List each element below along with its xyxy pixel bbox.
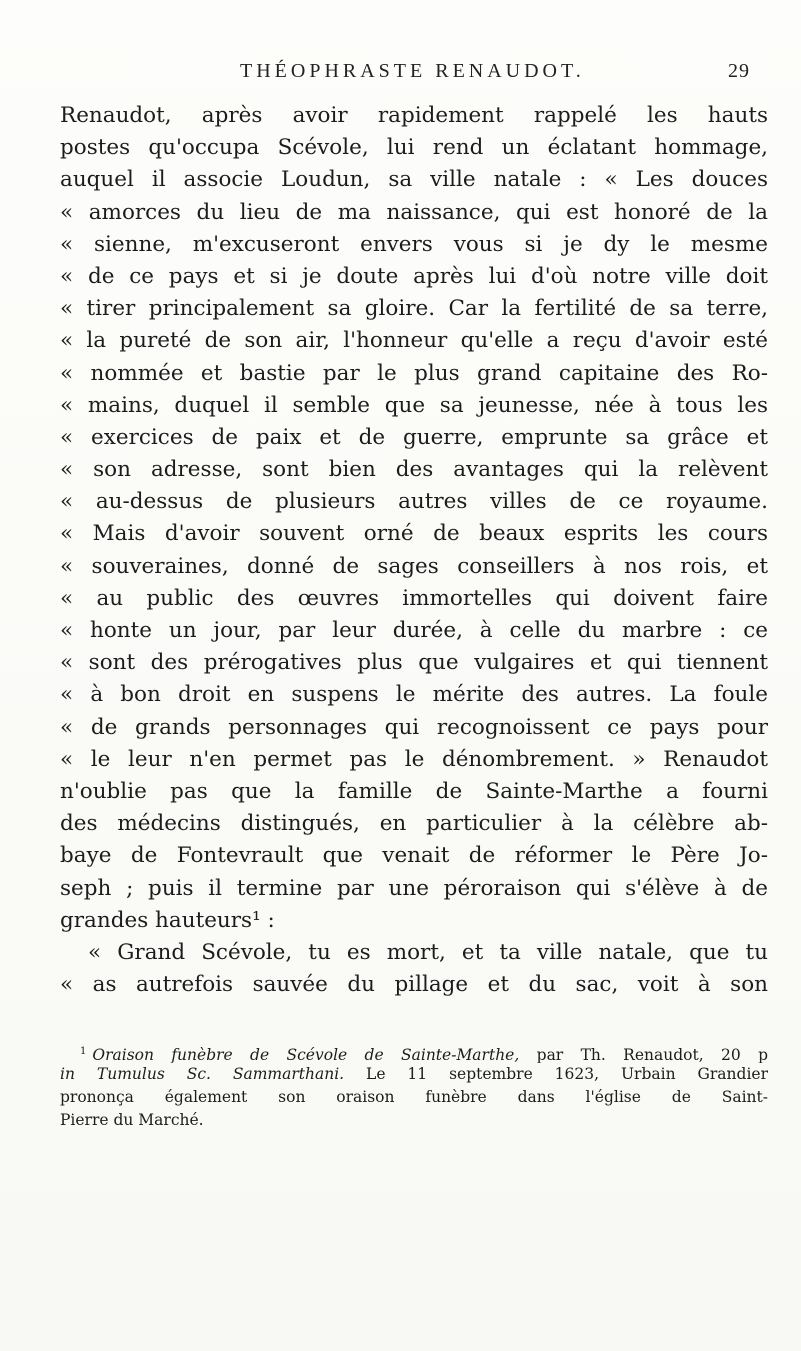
- text-line: « honte un jour, par leur durée, à celle du marbre : ce: [60, 618, 768, 643]
- text-line: « de grands personnages qui recognoissent ce pays pour: [60, 714, 768, 740]
- footnote-line: [60, 1063, 768, 1086]
- footnotes: [60, 1040, 768, 1132]
- text-line: « le leur n'en permet pas le dénombrement. » Renaudot: [60, 746, 768, 772]
- text-line: baye de Fontevrault que venait de réformer le Père Jo-: [60, 843, 768, 869]
- text-line: Renaudot, après avoir rapidement rappelé les hauts: [60, 103, 768, 128]
- text-line: « amorces du lieu de ma naissance, qui est honoré de la: [60, 199, 768, 225]
- footnote-title: in Tumulus Sc. Sammarthani.: [60, 1065, 345, 1083]
- text-line: grandes hauteurs¹ :: [60, 907, 275, 933]
- text-line: « exercices de paix et de guerre, emprunte sa grâce et: [60, 424, 768, 450]
- footnote-line: [60, 1040, 768, 1063]
- text-line: « mains, duquel il semble que sa jeunesse, née à tous les: [60, 392, 768, 418]
- text-line: « tirer principalement sa gloire. Car la fertilité de sa terre,: [60, 296, 768, 322]
- text-line: auquel il associe Loudun, sa ville natale : « Les douces: [60, 167, 768, 193]
- footnote-text: par Th. Renaudot, 20 p: [536, 1046, 768, 1063]
- text-line: « son adresse, sont bien des avantages qui la relèvent: [60, 457, 768, 483]
- text-line: « sont des prérogatives plus que vulgaires et qui tiennent: [60, 650, 768, 676]
- footnote-text: Le 11 septembre 1623, Urbain Grandier: [366, 1065, 768, 1083]
- text-line: « nommée et bastie par le plus grand capitaine des Ro-: [60, 360, 768, 386]
- text-line: « souveraines, donné de sages conseillers à nos rois, et: [60, 553, 768, 579]
- text-line: « as autrefois sauvée du pillage et du sac, voit à son: [60, 972, 768, 998]
- footnote-line: Pierre du Marché.: [60, 1111, 204, 1129]
- text-line: « au-dessus de plusieurs autres villes de ce royaume.: [60, 489, 768, 515]
- running-head: [240, 60, 760, 90]
- text-line: postes qu'occupa Scévole, lui rend un éclatant hommage,: [60, 135, 768, 161]
- footnote-marker: 1: [80, 1046, 87, 1057]
- page-number: 29: [728, 60, 750, 82]
- text-line: « la pureté de son air, l'honneur qu'elle a reçu d'avoir esté: [60, 328, 768, 354]
- footnote-line: prononça également son oraison funèbre dans l'église de Saint-: [60, 1088, 768, 1106]
- text-line: « sienne, m'excuseront envers vous si je dy le mesme: [60, 231, 768, 257]
- text-line: n'oublie pas que la famille de Sainte-Marthe a fourni: [60, 778, 768, 804]
- body-text: [60, 100, 768, 1001]
- text-line: « Grand Scévole, tu es mort, et ta ville natale, que tu: [88, 939, 768, 965]
- text-line: des médecins distingués, en particulier à la célèbre ab-: [60, 811, 768, 837]
- text-line: « au public des œuvres immortelles qui doivent faire: [60, 585, 768, 611]
- text-line: seph ; puis il termine par une péroraison qui s'élève à de: [60, 875, 768, 901]
- running-title: THÉOPHRASTE RENAUDOT.: [240, 60, 585, 82]
- text-line: « à bon droit en suspens le mérite des autres. La foule: [60, 682, 768, 708]
- text-line: « de ce pays et si je doute après lui d'où notre ville doit: [60, 263, 768, 289]
- footnote-title: Oraison funèbre de Scévole de Sainte-Marthe,: [92, 1046, 520, 1063]
- text-line: « Mais d'avoir souvent orné de beaux esprits les cours: [60, 521, 768, 547]
